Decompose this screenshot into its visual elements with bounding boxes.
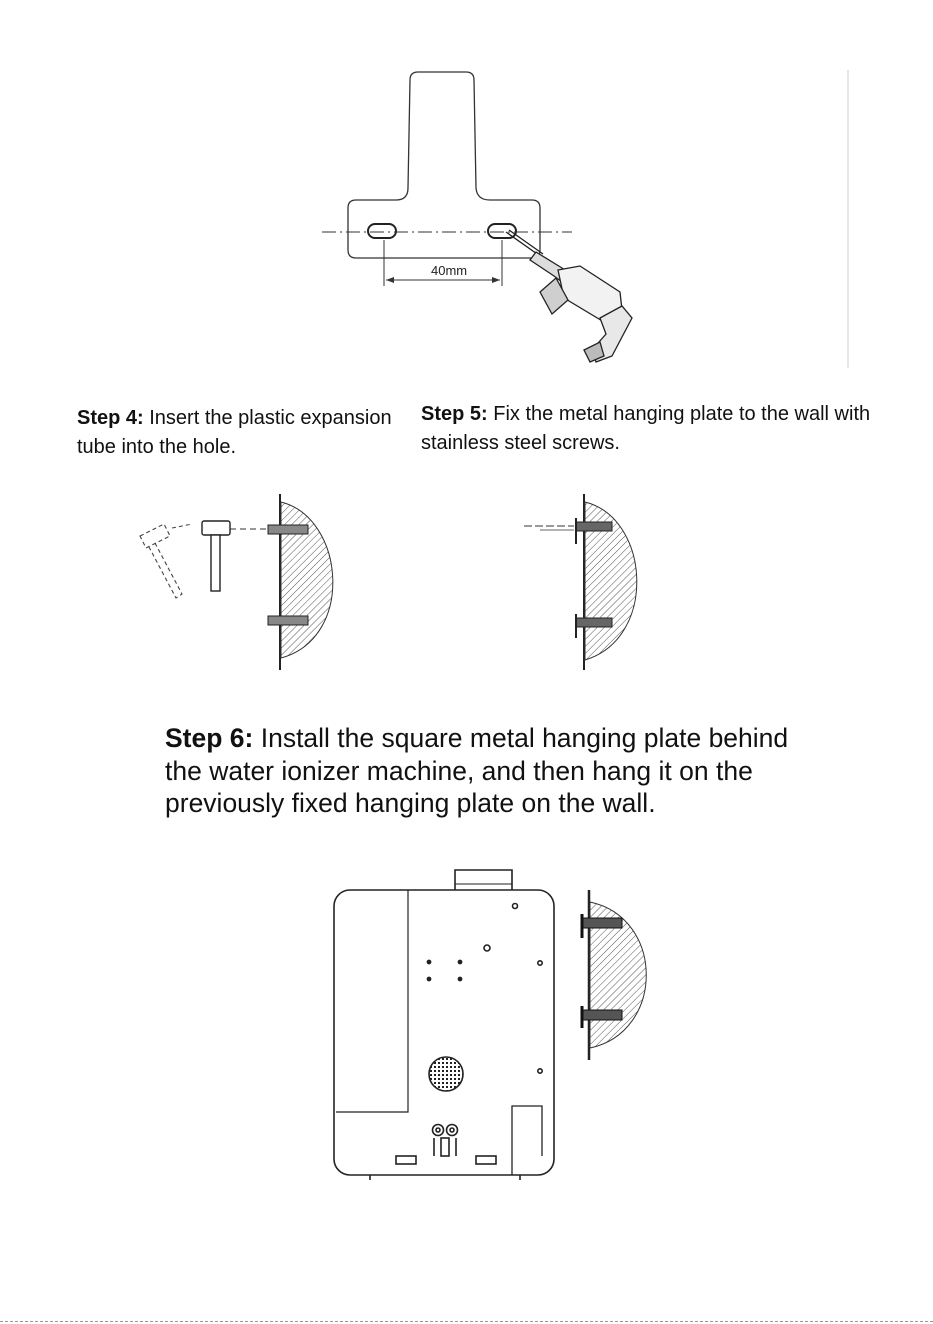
step-6-label: Step 6: (165, 723, 254, 753)
page-bottom-rule (0, 1321, 933, 1322)
step-5-text (421, 400, 901, 458)
expansion-tube-bottom (268, 616, 308, 625)
step-5-label: Step 5: (421, 403, 488, 425)
ionizer-hanging-diagram (330, 866, 670, 1186)
water-ionizer-back (334, 870, 554, 1180)
screwdriver-icon (506, 230, 632, 362)
dimension-label: 40mm (431, 263, 468, 278)
hammer-icon (202, 521, 230, 591)
mounting-slot-left (368, 224, 396, 238)
screw-bottom (582, 1010, 622, 1020)
step-5-body: Fix the metal hanging plate to the wall with stainless steel screws. (421, 403, 871, 454)
fan-grill (429, 1057, 463, 1091)
screw-top (576, 522, 612, 531)
step-4-label: Step 4: (77, 407, 144, 429)
step-4-text (77, 404, 397, 462)
hammer-swing-icon (140, 524, 182, 598)
expansion-tube-top (268, 525, 308, 534)
step-6-text (165, 722, 805, 820)
screw-top (582, 918, 622, 928)
step-4-body: Insert the plastic expansion tube into the hole. (77, 407, 392, 458)
screw-bottom (576, 618, 612, 627)
step-6-body: Install the square metal hanging plate behind the water ionizer machine, and then hang it on the previously fixed hanging plate on the wall. (165, 723, 789, 818)
expansion-tube-diagram (130, 488, 350, 678)
hanging-plate-diagram (300, 60, 860, 380)
plate-fixed-diagram (510, 488, 670, 678)
hanging-plate-outline (348, 72, 540, 258)
